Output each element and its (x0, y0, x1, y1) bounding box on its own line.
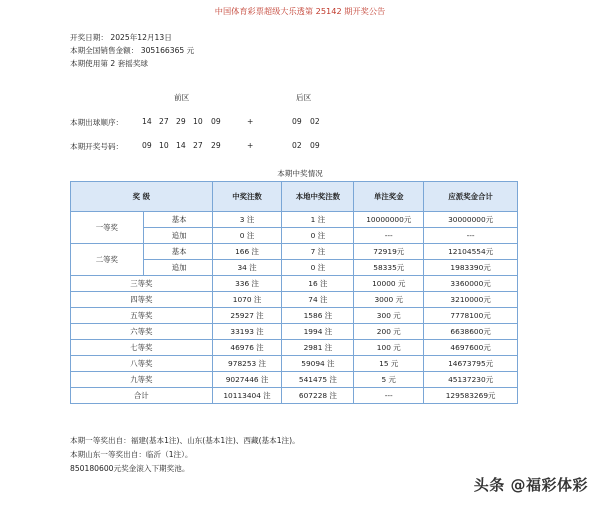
back-number: 02 (292, 141, 302, 150)
table-cell: 3360000元 (424, 276, 518, 292)
front-number: 09 (211, 117, 221, 126)
table-cell: --- (354, 388, 424, 404)
table-cell: 1 注 (282, 212, 354, 228)
table-row (71, 244, 518, 260)
draw-order-label: 本期出球顺序： (70, 118, 124, 127)
table-cell: 1994 注 (282, 324, 354, 340)
table-cell: 6638600元 (424, 324, 518, 340)
table-cell: 34 注 (212, 260, 282, 276)
table-cell: 72919元 (354, 244, 424, 260)
table-row (71, 276, 518, 292)
table-cell: 58335元 (354, 260, 424, 276)
table-total-row (71, 388, 518, 404)
table-cell: 2981 注 (282, 340, 354, 356)
prize-table-caption: 本期中奖情况 (277, 169, 323, 178)
front-number: 27 (159, 117, 169, 126)
table-cell: 3000 元 (354, 292, 424, 308)
draw-order-row (70, 117, 470, 129)
table-cell: 9027446 注 (212, 372, 282, 388)
table-cell: 16 注 (282, 276, 354, 292)
prize-type: 基本 (143, 244, 212, 260)
first-prize-origin: 本期一等奖出自：福建(基本1注)、山东(基本1注)、西藏(基本1注)。 (70, 436, 300, 445)
back-number: 09 (310, 141, 320, 150)
prize-type: 追加 (143, 260, 212, 276)
prize-level: 八等奖 (71, 356, 213, 372)
table-header-row (71, 182, 518, 212)
table-cell: 200 元 (354, 324, 424, 340)
table-cell: 10113404 注 (212, 388, 282, 404)
table-cell: 978253 注 (212, 356, 282, 372)
table-cell: 4697600元 (424, 340, 518, 356)
table-cell: 300 元 (354, 308, 424, 324)
plus-sign: + (247, 117, 254, 126)
prize-level: 一等奖 (71, 212, 144, 244)
table-cell: --- (424, 228, 518, 244)
prize-table (70, 181, 518, 404)
table-row (71, 292, 518, 308)
prize-level: 三等奖 (71, 276, 213, 292)
column-header: 中奖注数 (212, 182, 282, 212)
table-cell: 0 注 (212, 228, 282, 244)
table-cell: 100 元 (354, 340, 424, 356)
front-number: 29 (211, 141, 221, 150)
table-cell: 12104554元 (424, 244, 518, 260)
ball-set-info: 本期使用第 2 套摇奖球 (70, 59, 149, 68)
sales-amount: 本期全国销售金额： 305166365 元 (70, 46, 195, 55)
prize-level: 九等奖 (71, 372, 213, 388)
table-row (71, 372, 518, 388)
table-cell: 7778100元 (424, 308, 518, 324)
front-number: 09 (142, 141, 152, 150)
table-cell: 7 注 (282, 244, 354, 260)
table-row (71, 356, 518, 372)
front-number: 10 (159, 141, 169, 150)
prize-type: 追加 (143, 228, 212, 244)
prize-level: 五等奖 (71, 308, 213, 324)
table-cell: 10000 元 (354, 276, 424, 292)
table-cell: 74 注 (282, 292, 354, 308)
column-header: 应派奖金合计 (424, 182, 518, 212)
back-zone-label: 后区 (296, 93, 312, 102)
draw-date: 开奖日期： 2025年12月13日 (70, 33, 172, 42)
back-number: 02 (310, 117, 320, 126)
table-cell: 1983390元 (424, 260, 518, 276)
table-cell: 25927 注 (212, 308, 282, 324)
table-cell: 541475 注 (282, 372, 354, 388)
prize-level: 二等奖 (71, 244, 144, 276)
table-cell: 5 元 (354, 372, 424, 388)
table-row (71, 340, 518, 356)
prize-type: 基本 (143, 212, 212, 228)
table-cell: 15 元 (354, 356, 424, 372)
front-number: 27 (193, 141, 203, 150)
table-cell: 3210000元 (424, 292, 518, 308)
table-cell: 336 注 (212, 276, 282, 292)
table-cell: --- (354, 228, 424, 244)
local-first-prize-origin: 本期山东一等奖出自：临沂（1注）。 (70, 450, 193, 459)
table-cell: 607228 注 (282, 388, 354, 404)
plus-sign: + (247, 141, 254, 150)
table-cell: 0 注 (282, 260, 354, 276)
front-number: 10 (193, 117, 203, 126)
table-cell: 45137230元 (424, 372, 518, 388)
table-cell: 129583269元 (424, 388, 518, 404)
table-cell: 1586 注 (282, 308, 354, 324)
table-cell: 30000000元 (424, 212, 518, 228)
table-cell: 1070 注 (212, 292, 282, 308)
prize-level: 合计 (71, 388, 213, 404)
front-zone-label: 前区 (174, 93, 190, 102)
rollover-amount: 850180600元奖金滚入下期奖池。 (70, 464, 190, 473)
winning-numbers-row (70, 141, 470, 153)
table-cell: 3 注 (212, 212, 282, 228)
front-number: 29 (176, 117, 186, 126)
back-number: 09 (292, 117, 302, 126)
table-row (71, 212, 518, 228)
table-row (71, 308, 518, 324)
column-header: 本地中奖注数 (282, 182, 354, 212)
table-cell: 59094 注 (282, 356, 354, 372)
table-cell: 33193 注 (212, 324, 282, 340)
table-cell: 10000000元 (354, 212, 424, 228)
column-header: 奖 级 (71, 182, 213, 212)
front-number: 14 (176, 141, 186, 150)
winning-numbers-label: 本期开奖号码： (70, 142, 124, 151)
prize-level: 七等奖 (71, 340, 213, 356)
prize-level: 六等奖 (71, 324, 213, 340)
table-cell: 166 注 (212, 244, 282, 260)
table-cell: 14673795元 (424, 356, 518, 372)
prize-level: 四等奖 (71, 292, 213, 308)
table-cell: 46976 注 (212, 340, 282, 356)
column-header: 单注奖金 (354, 182, 424, 212)
table-cell: 0 注 (282, 228, 354, 244)
announcement-title: 中国体育彩票超级大乐透第 25142 期开奖公告 (214, 6, 386, 16)
table-row (71, 324, 518, 340)
front-number: 14 (142, 117, 152, 126)
watermark: 头条 @福彩体彩 (473, 476, 588, 494)
